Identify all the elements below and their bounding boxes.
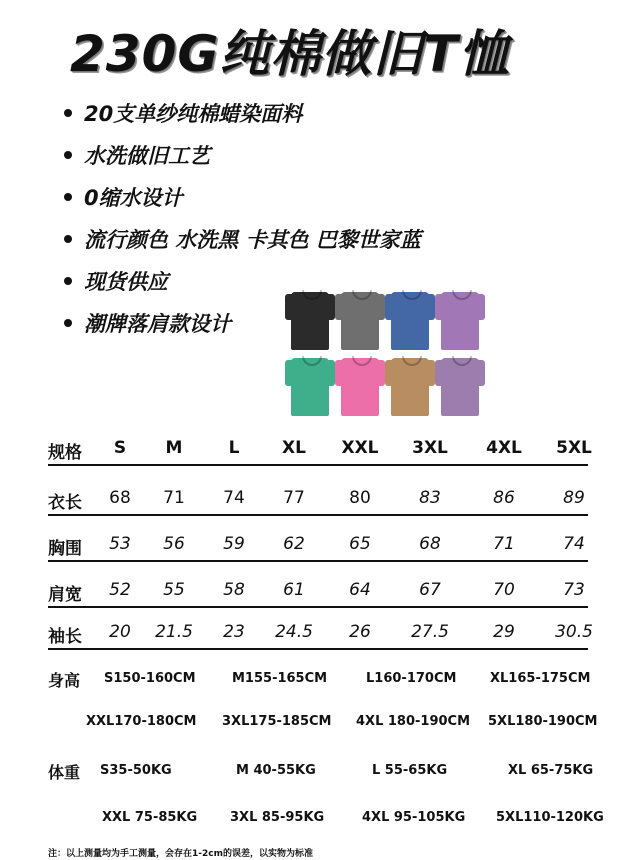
table-cell: 59 bbox=[223, 534, 245, 554]
tshirt-part bbox=[291, 292, 329, 350]
table-cell: 27.5 bbox=[411, 622, 449, 642]
tshirt-part bbox=[341, 358, 379, 416]
table-cell: 64 bbox=[349, 580, 371, 600]
size-header-cell: XL bbox=[282, 438, 306, 458]
feature-item bbox=[64, 134, 421, 176]
tshirt-color-swatch bbox=[335, 286, 385, 350]
row-divider bbox=[48, 560, 588, 562]
row-label: 袖长 bbox=[48, 627, 82, 647]
tshirt-color-swatch bbox=[335, 352, 385, 416]
tshirt-color-swatch bbox=[435, 352, 485, 416]
table-cell: 23 bbox=[223, 622, 245, 642]
size-header-cell: XXL bbox=[341, 438, 379, 458]
table-row bbox=[48, 526, 596, 566]
height-guide-item: 3XL175-185CM bbox=[222, 714, 332, 729]
weight-guide-item: M 40-55KG bbox=[236, 763, 316, 778]
height-guide-item: S150-160CM bbox=[104, 671, 196, 686]
size-header-label: 规格 bbox=[48, 443, 82, 463]
table-cell: 53 bbox=[109, 534, 131, 554]
table-row bbox=[48, 614, 596, 654]
table-cell: 83 bbox=[419, 488, 441, 508]
height-guide-item: XXL170-180CM bbox=[86, 714, 197, 729]
size-header-cell: 5XL bbox=[556, 438, 592, 458]
table-cell: 68 bbox=[109, 488, 131, 508]
size-header-cell: S bbox=[113, 438, 127, 458]
feature-text: 水洗做旧工艺 bbox=[84, 144, 210, 168]
table-cell: 71 bbox=[493, 534, 515, 554]
feature-text: 流行颜色 水洗黑 卡其色 巴黎世家蓝 bbox=[84, 228, 421, 252]
table-cell: 20 bbox=[109, 622, 131, 642]
bullet-icon bbox=[64, 235, 72, 243]
table-cell: 21.5 bbox=[155, 622, 193, 642]
size-header-cell: 4XL bbox=[486, 438, 522, 458]
tshirt-part bbox=[291, 358, 329, 416]
tshirt-color-swatch bbox=[285, 352, 335, 416]
row-divider bbox=[48, 514, 588, 516]
feature-text: 现货供应 bbox=[84, 270, 168, 294]
table-cell: 56 bbox=[163, 534, 185, 554]
table-cell: 67 bbox=[419, 580, 441, 600]
size-header-cell: M bbox=[165, 438, 183, 458]
size-header-cell: L bbox=[228, 438, 240, 458]
height-guide-item: 4XL 180-190CM bbox=[356, 714, 471, 729]
tshirt-color-swatch bbox=[285, 286, 335, 350]
table-cell: 74 bbox=[223, 488, 245, 508]
feature-text: 20支单纱纯棉蜡染面料 bbox=[84, 102, 303, 126]
table-cell: 80 bbox=[349, 488, 371, 508]
table-cell: 62 bbox=[283, 534, 305, 554]
tshirt-part bbox=[391, 292, 429, 350]
feature-text: 潮牌落肩款设计 bbox=[84, 312, 231, 336]
height-guide-item: 5XL180-190CM bbox=[488, 714, 598, 729]
height-guide-item: L160-170CM bbox=[366, 671, 457, 686]
table-cell: 30.5 bbox=[555, 622, 593, 642]
weight-guide-label: 体重 bbox=[48, 763, 81, 782]
table-cell: 70 bbox=[493, 580, 515, 600]
table-cell: 61 bbox=[283, 580, 305, 600]
table-cell: 24.5 bbox=[275, 622, 313, 642]
size-header-cell: 3XL bbox=[412, 438, 448, 458]
row-divider bbox=[48, 648, 588, 650]
weight-guide-item: L 55-65KG bbox=[372, 763, 448, 778]
feature-text: 0缩水设计 bbox=[84, 186, 183, 210]
table-cell: 26 bbox=[349, 622, 371, 642]
table-row bbox=[48, 572, 596, 612]
table-cell: 86 bbox=[493, 488, 515, 508]
table-row bbox=[48, 480, 596, 520]
product-title: 230G纯棉做旧T恤 bbox=[70, 25, 510, 83]
table-cell: 55 bbox=[163, 580, 185, 600]
bullet-icon bbox=[64, 277, 72, 285]
weight-guide-item: 4XL 95-105KG bbox=[362, 810, 466, 825]
bullet-icon bbox=[64, 151, 72, 159]
height-guide-item: XL165-175CM bbox=[490, 671, 591, 686]
height-guide-item: M155-165CM bbox=[232, 671, 328, 686]
weight-guide-item: XL 65-75KG bbox=[508, 763, 594, 778]
bullet-icon bbox=[64, 193, 72, 201]
feature-item bbox=[64, 92, 421, 134]
feature-item bbox=[64, 218, 421, 260]
tshirt-part bbox=[441, 292, 479, 350]
table-cell: 73 bbox=[563, 580, 585, 600]
bullet-icon bbox=[64, 109, 72, 117]
weight-guide-item: 5XL110-120KG bbox=[496, 810, 604, 825]
table-cell: 58 bbox=[223, 580, 245, 600]
height-guide-label: 身高 bbox=[48, 671, 81, 690]
tshirt-color-swatch bbox=[385, 286, 435, 350]
measurement-footnote: 注：以上测量均为手工测量，会存在1-2cm的误差，以实物为标准 bbox=[48, 849, 313, 859]
table-cell: 52 bbox=[109, 580, 131, 600]
feature-item bbox=[64, 176, 421, 218]
table-cell: 77 bbox=[283, 488, 305, 508]
table-cell: 89 bbox=[563, 488, 585, 508]
tshirt-part bbox=[341, 292, 379, 350]
row-label: 胸围 bbox=[48, 539, 82, 559]
table-cell: 71 bbox=[163, 488, 185, 508]
table-cell: 68 bbox=[419, 534, 441, 554]
table-cell: 29 bbox=[493, 622, 515, 642]
bullet-icon bbox=[64, 319, 72, 327]
tshirt-part bbox=[391, 358, 429, 416]
row-divider bbox=[48, 464, 588, 466]
tshirt-color-swatch bbox=[435, 286, 485, 350]
row-divider bbox=[48, 606, 588, 608]
size-header-row bbox=[48, 430, 596, 470]
row-label: 衣长 bbox=[48, 493, 82, 513]
table-cell: 74 bbox=[563, 534, 585, 554]
color-swatch-grid bbox=[285, 286, 487, 418]
weight-guide-item: XXL 75-85KG bbox=[102, 810, 198, 825]
weight-guide-item: S35-50KG bbox=[100, 763, 172, 778]
table-cell: 65 bbox=[349, 534, 371, 554]
row-label: 肩宽 bbox=[48, 585, 82, 605]
tshirt-color-swatch bbox=[385, 352, 435, 416]
tshirt-part bbox=[441, 358, 479, 416]
weight-guide-item: 3XL 85-95KG bbox=[230, 810, 325, 825]
